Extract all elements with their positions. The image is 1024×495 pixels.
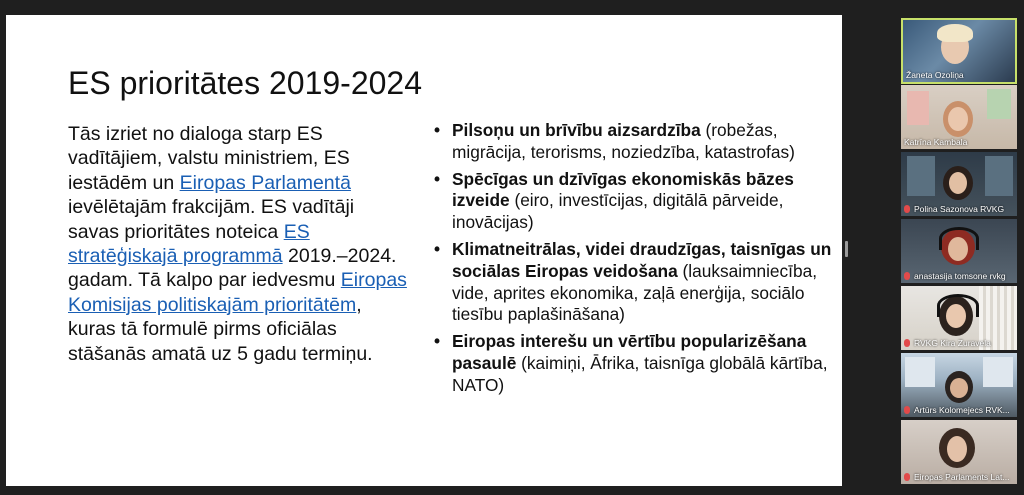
list-item bbox=[432, 120, 832, 164]
link-eiropas-parlamenta[interactable]: Eiropas Parlamentā bbox=[179, 171, 351, 194]
bullet-glyph: • bbox=[434, 331, 441, 352]
list-item bbox=[432, 169, 832, 234]
bullet-bold-text: Klimatneitrālas, videi draudzīgas, taisnīgas un sociālas Eiropas veidošana bbox=[452, 238, 832, 281]
participant-name: Eiropas Parlaments Lat... bbox=[914, 472, 1010, 482]
slide-title: ES prioritātes 2019-2024 bbox=[68, 65, 422, 101]
paragraph-text: Tās izriet no dialoga starp ES vadītājiem, valstu ministriem, ES iestādēm un bbox=[68, 123, 350, 194]
paragraph-text: 2019.–2024. gadam. Tā kalpo par iedvesmu bbox=[68, 245, 397, 292]
mic-off-icon bbox=[904, 473, 910, 481]
participant-tile-arturs[interactable] bbox=[901, 353, 1017, 417]
bullet-detail-text: (kaimiņi, Āfrika, taisnīga globālā kārtība, NATO) bbox=[452, 352, 828, 395]
link-eiropas-komisijas-prioritates[interactable]: Eiropas Komisijas politiskajām prioritātēm bbox=[68, 269, 407, 316]
bullet-bold-text: Pilsoņu un brīvību aizsardzība bbox=[452, 120, 701, 140]
bullet-detail-text: (robežas, migrācija, terorisms, noziedzība, katastrofas) bbox=[452, 120, 795, 162]
list-item bbox=[432, 331, 832, 396]
participant-tile-kira[interactable] bbox=[901, 286, 1017, 350]
bullet-bold-text: Spēcīgas un dzīvīgas ekonomiskās bāzes izveide bbox=[452, 168, 794, 211]
participant-tile-eiropas-parlaments[interactable] bbox=[901, 420, 1017, 484]
participant-name: Polina Sazonova RVKG bbox=[914, 204, 1005, 214]
mic-off-icon bbox=[904, 205, 910, 213]
participant-name: Katrīna Kambala bbox=[904, 137, 968, 147]
participant-name: anastasija tomsone rvkg bbox=[914, 271, 1006, 281]
participant-tile-anastasija[interactable] bbox=[901, 219, 1017, 283]
mic-off-icon bbox=[904, 272, 910, 280]
participant-tile-zaneta[interactable] bbox=[901, 18, 1017, 84]
shared-screen-slide bbox=[6, 15, 842, 486]
participant-tile-katrina[interactable] bbox=[901, 85, 1017, 149]
participant-name: RVKG Kira Zuravela bbox=[914, 338, 991, 348]
list-item bbox=[432, 239, 832, 326]
bullet-glyph: • bbox=[434, 120, 441, 140]
panel-resize-handle[interactable] bbox=[845, 241, 848, 257]
link-es-strategiska-programma[interactable]: ES stratēģiskajā programmā bbox=[68, 220, 310, 268]
bullet-glyph: • bbox=[434, 238, 441, 259]
mic-off-icon bbox=[904, 406, 910, 414]
participant-name: Žaneta Ozoliņa bbox=[906, 70, 964, 80]
bullet-detail-text: (lauksaimniecība, vide, aprites ekonomika, zaļā enerģija, sociālo tiesību paplašināšana) bbox=[452, 260, 818, 325]
paragraph-text: , kuras tā formulē pirms oficiālas stāšanās amatā uz 5 gadu termiņu. bbox=[68, 293, 373, 365]
bullet-glyph: • bbox=[434, 168, 441, 189]
participant-name: Artūrs Kolomejecs RVK... bbox=[914, 405, 1010, 415]
bullet-bold-text: Eiropas interešu un vērtību popularizēšana pasaulē bbox=[452, 331, 807, 373]
bullet-detail-text: (eiro, investīcijas, digitālā pārveide, inovācijas) bbox=[452, 190, 784, 233]
mic-off-icon bbox=[904, 339, 910, 347]
priorities-list bbox=[432, 120, 832, 402]
participant-tile-polina[interactable] bbox=[901, 152, 1017, 216]
paragraph-text: ievēlētajām frakcijām. ES vadītāji savas prioritātes noteica bbox=[68, 196, 355, 243]
slide-left-paragraph bbox=[68, 122, 408, 366]
